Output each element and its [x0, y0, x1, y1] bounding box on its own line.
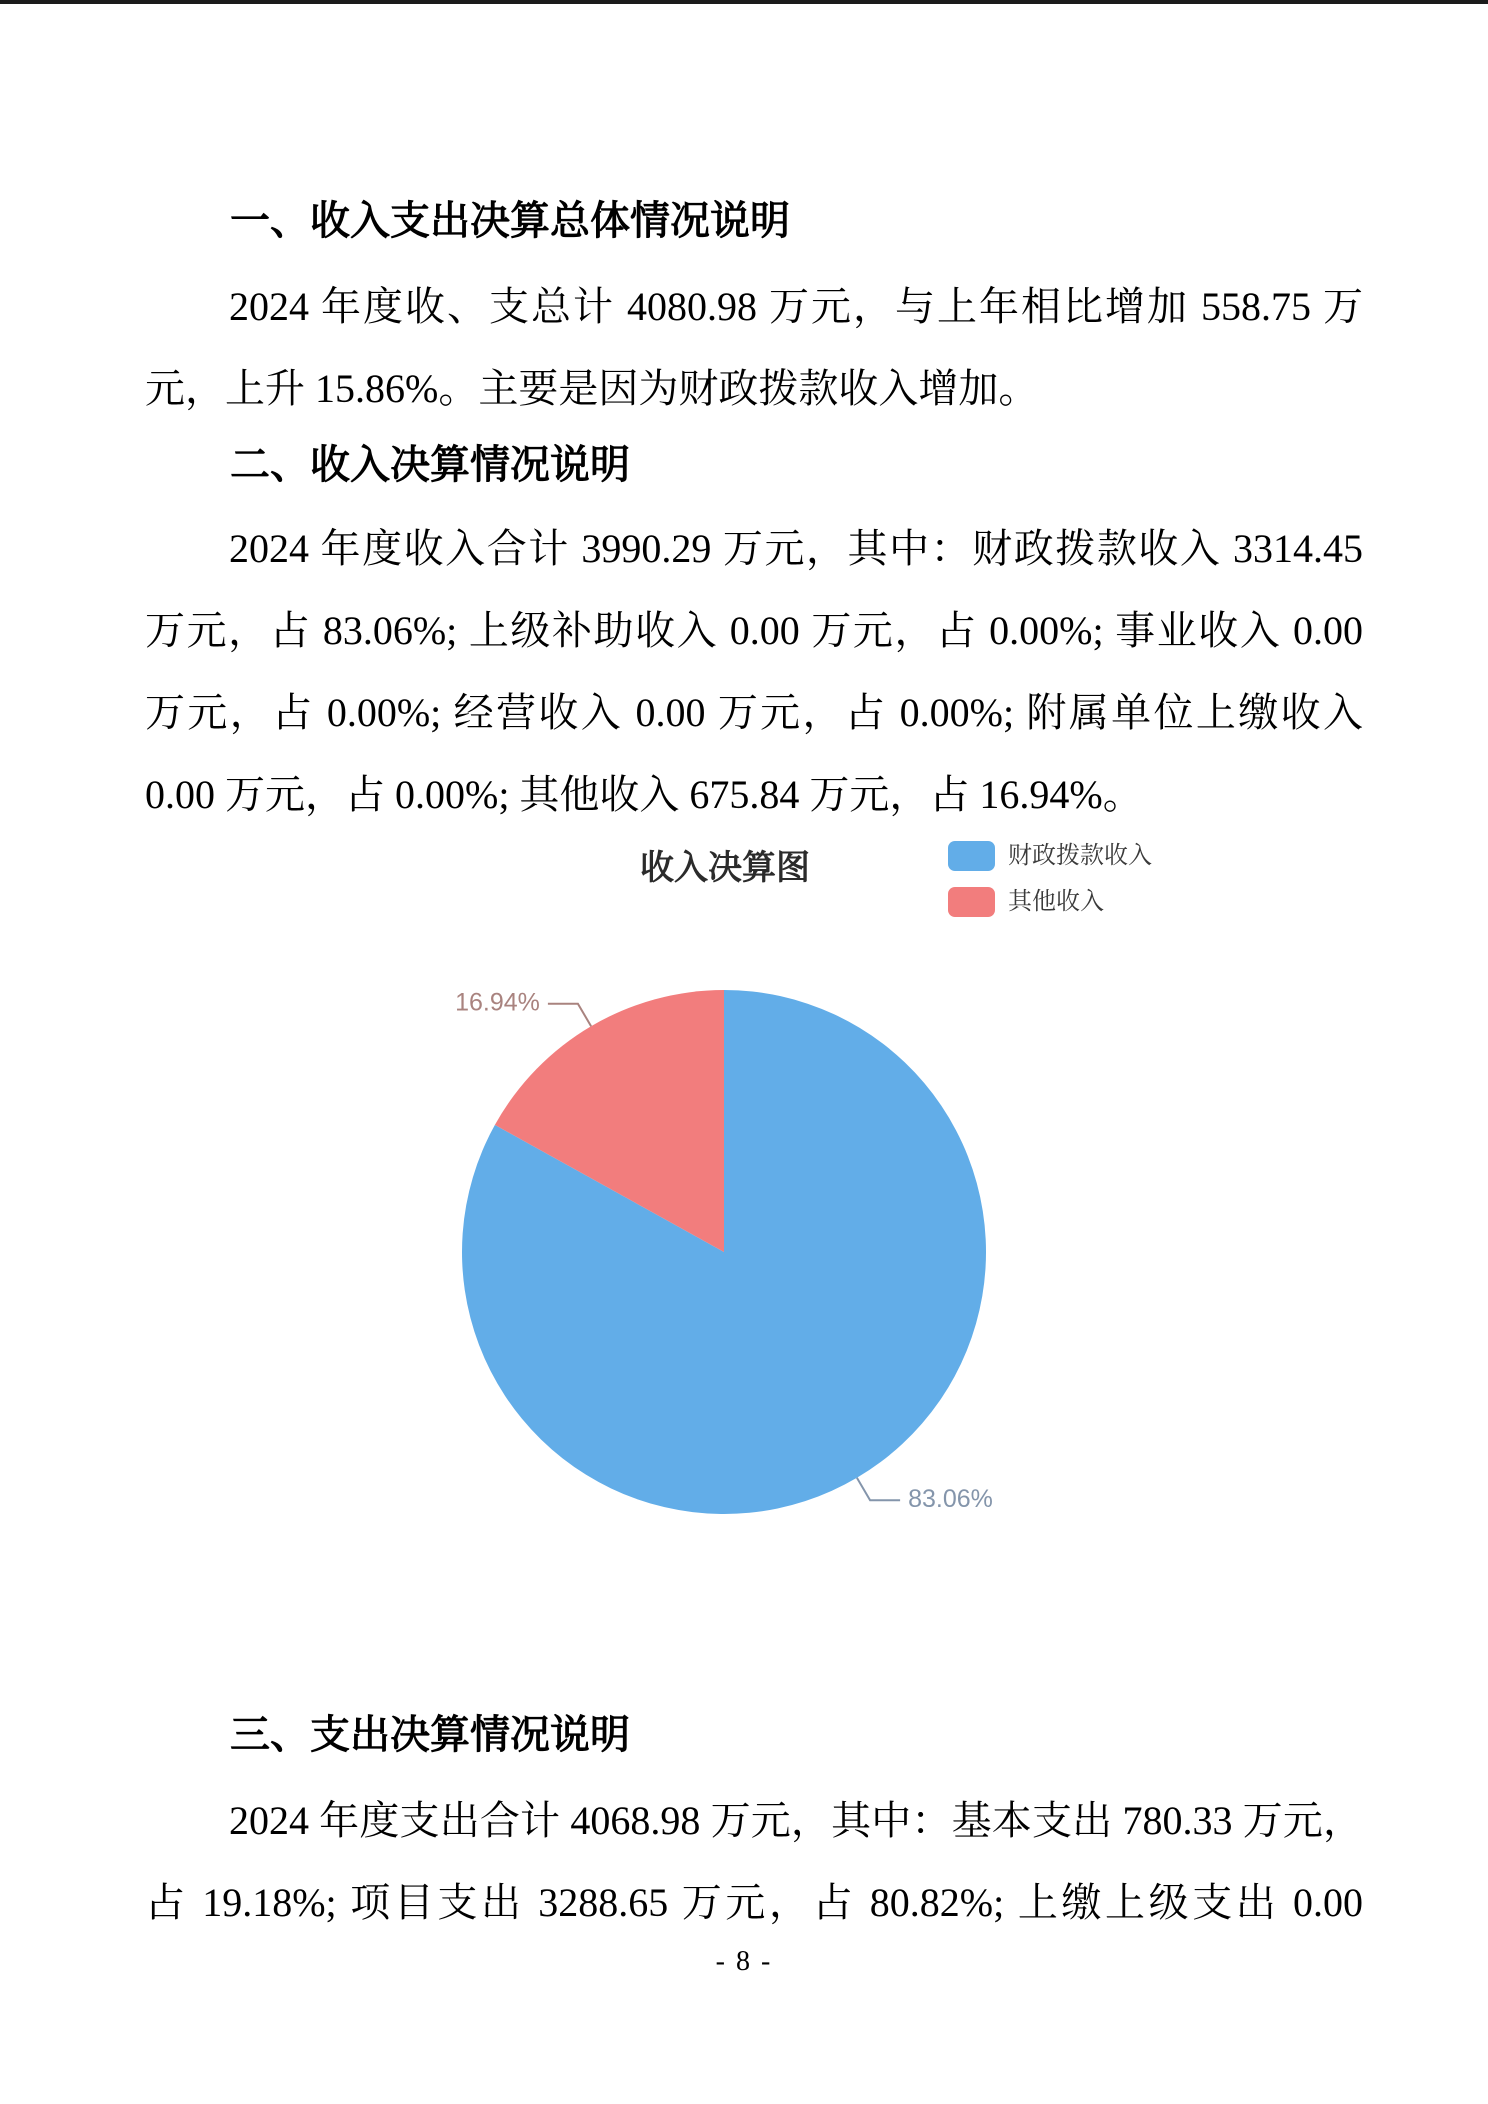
legend-swatch-icon: [948, 841, 995, 871]
legend-item: [948, 841, 1152, 871]
paragraph-line: 元，上升 15.86%。主要是因为财政拨款收入增加。: [145, 366, 1039, 411]
legend-label: 财政拨款收入: [1008, 842, 1152, 869]
legend-swatch-icon: [948, 887, 995, 917]
section-1-heading: 一、收入支出决算总体情况说明: [230, 199, 790, 243]
pie-percentage-label: 16.94%: [455, 988, 540, 1017]
pie-percentage-label: 83.06%: [908, 1484, 993, 1513]
section-2-heading: 二、收入决算情况说明: [230, 443, 630, 487]
paragraph-line: 万元，占 0.00%; 经营收入 0.00 万元，占 0.00%; 附属单位上缴收入: [145, 690, 1363, 735]
page-top-border: [0, 0, 1488, 4]
income-legend: [948, 841, 1152, 933]
page-number: - 8 -: [715, 1946, 773, 1977]
section-3-heading: 三、支出决算情况说明: [230, 1713, 630, 1757]
paragraph-line: 0.00 万元，占 0.00%; 其他收入 675.84 万元，占 16.94%。: [145, 772, 1143, 817]
pie-label-line: [857, 1478, 900, 1500]
paragraph-line: 2024 年度收、支总计 4080.98 万元，与上年相比增加 558.75 万: [229, 284, 1363, 329]
paragraph-line: 占 19.18%; 项目支出 3288.65 万元，占 80.82%; 上缴上级支出 0.00: [145, 1880, 1363, 1925]
paragraph-line: 2024 年度收入合计 3990.29 万元，其中：财政拨款收入 3314.45: [229, 526, 1363, 571]
pie-label-line: [548, 1004, 591, 1026]
legend-label: 其他收入: [1008, 888, 1104, 915]
legend-item: [948, 887, 1152, 917]
income-pie-chart: [380, 950, 1100, 1570]
paragraph-line: 万元，占 83.06%; 上级补助收入 0.00 万元，占 0.00%; 事业收入 0.00: [145, 608, 1363, 653]
chart-title: 收入决算图: [640, 849, 810, 887]
paragraph-line: 2024 年度支出合计 4068.98 万元，其中：基本支出 780.33 万元，: [229, 1798, 1363, 1843]
